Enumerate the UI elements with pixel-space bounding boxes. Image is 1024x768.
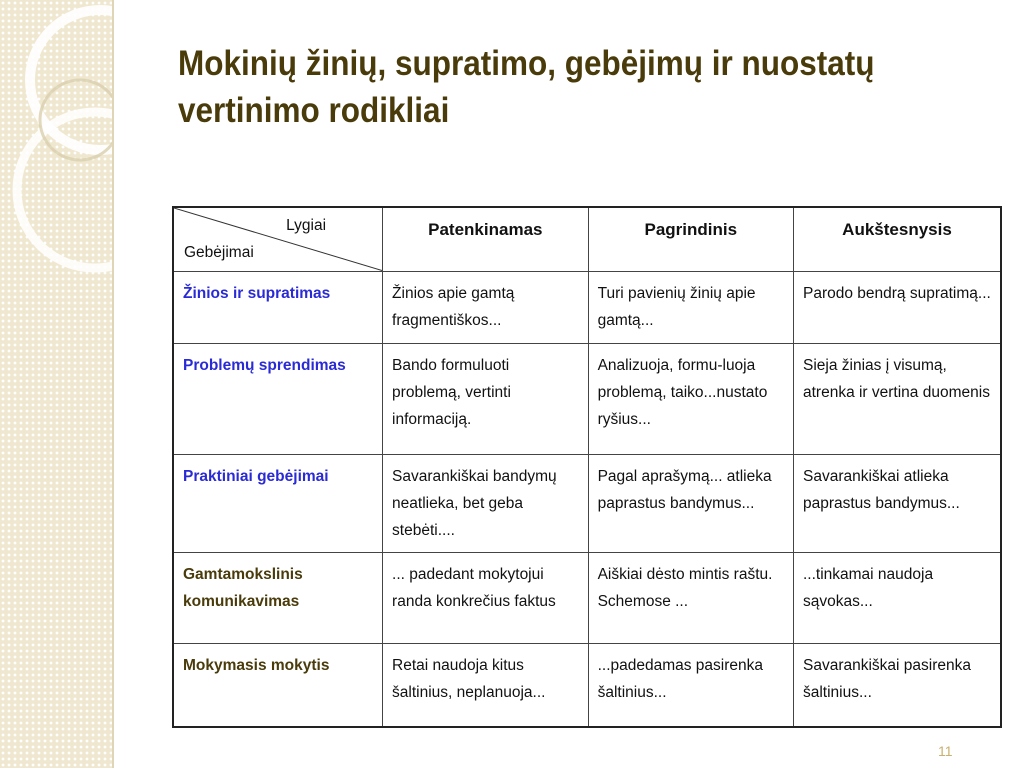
table-cell: ...tinkamai naudoja sąvokas... [793,552,1001,643]
table-cell: ... padedant mokytojui randa konkrečius faktus [383,552,589,643]
table-cell: ...padedamas pasirenka šaltinius... [588,643,793,727]
header-advanced: Aukštesnysis [793,207,1001,271]
table-cell: Savarankiškai bandymų neatlieka, bet geba stebėti.... [383,454,589,552]
decorative-rings [0,0,112,768]
row-label-learning: Mokymasis mokytis [173,643,383,727]
header-basic: Pagrindinis [588,207,793,271]
table-cell: Bando formuluoti problemą, vertinti informaciją. [383,343,589,454]
row-label-problem-solving: Problemų sprendimas [173,343,383,454]
abilities-label: Gebėjimai [184,243,254,261]
table-row [173,454,1001,552]
row-label-knowledge: Žinios ir supratimas [173,271,383,343]
table-row [173,343,1001,454]
table-cell: Parodo bendrą supratimą... [793,271,1001,343]
table-cell: Pagal aprašymą... atlieka paprastus bandymus... [588,454,793,552]
table-corner-cell [173,207,383,271]
row-label-practical: Praktiniai gebėjimai [173,454,383,552]
table-cell: Analizuoja, formu-luoja problemą, taiko...nustato ryšius... [588,343,793,454]
table-cell: Žinios apie gamtą fragmentiškos... [383,271,589,343]
table-cell: Sieja žinias į visumą, atrenka ir vertina duomenis [793,343,1001,454]
table-row [173,271,1001,343]
levels-label: Lygiai [286,217,327,234]
table-row [173,643,1001,727]
row-label-communication: Gamtamokslinis komunikavimas [173,552,383,643]
table-cell: Savarankiškai atlieka paprastus bandymus... [793,454,1001,552]
decorative-side-band [0,0,112,768]
assessment-table [172,206,1002,728]
slide-date: 11-09-15 [174,711,226,726]
header-satisfactory: Patenkinamas [383,207,589,271]
page-number: 11 [938,743,953,759]
table-cell: Retai naudoja kitus šaltinius, neplanuoja... [383,643,589,727]
slide-title: Mokinių žinių, supratimo, gebėjimų ir nuostatų vertinimo rodikliai [178,44,875,130]
table-cell: Turi pavienių žinių apie gamtą... [588,271,793,343]
table-row [173,552,1001,643]
table-header-row [173,207,1001,271]
table-cell: Aiškiai dėsto mintis raštu. Schemose ... [588,552,793,643]
table-cell: Savarankiškai pasirenka šaltinius... [793,643,1001,727]
band-divider [112,0,114,768]
